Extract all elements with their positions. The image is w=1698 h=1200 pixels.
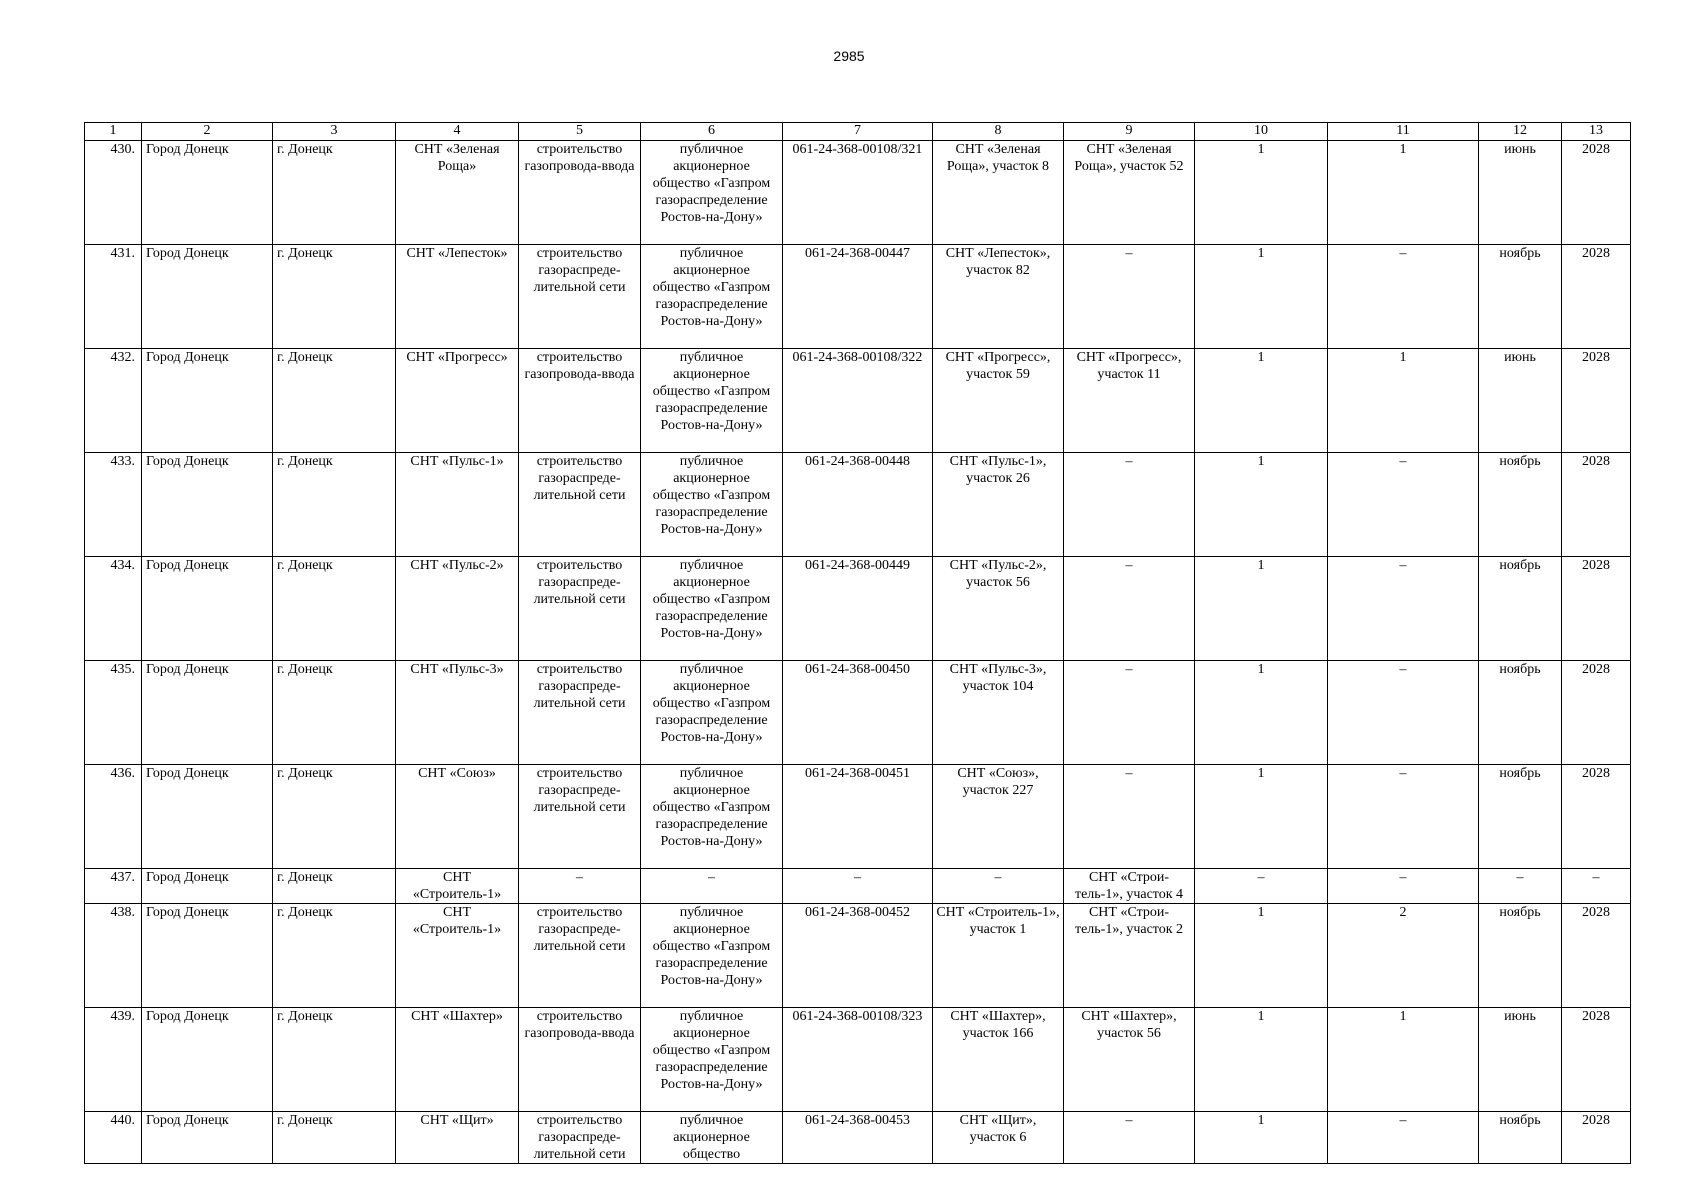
snt-cell: СНТ «Шахтер» [396, 1008, 519, 1112]
organization-cell: публичное акционерное общество «Газпром газораспределение Ростов-на-Дону» [641, 557, 783, 661]
work-type-cell: строительство газораспреде-лительной сети [519, 557, 641, 661]
plot-alt-cell: СНТ «Шахтер», участок 56 [1064, 1008, 1195, 1112]
row-number-cell: 434. [85, 557, 142, 661]
plot-cell: СНТ «Строитель-1», участок 1 [933, 904, 1064, 1008]
year-cell: 2028 [1562, 904, 1631, 1008]
column-header: 5 [519, 123, 641, 141]
count-alt-cell: – [1328, 661, 1479, 765]
month-cell: ноябрь [1479, 1112, 1562, 1164]
table-row [85, 904, 1631, 1008]
count-cell: 1 [1195, 557, 1328, 661]
column-header: 7 [783, 123, 933, 141]
settlement-cell: г. Донецк [273, 869, 396, 904]
count-alt-cell: – [1328, 245, 1479, 349]
snt-cell: СНТ «Строитель-1» [396, 869, 519, 904]
code-cell: 061-24-368-00451 [783, 765, 933, 869]
settlement-cell: г. Донецк [273, 661, 396, 765]
count-cell: 1 [1195, 245, 1328, 349]
work-type-cell: строительство газопровода-ввода [519, 349, 641, 453]
code-cell: 061-24-368-00108/321 [783, 141, 933, 245]
plot-cell: СНТ «Прогресс», участок 59 [933, 349, 1064, 453]
table-row [85, 765, 1631, 869]
year-cell: 2028 [1562, 1112, 1631, 1164]
plot-cell: СНТ «Пульс-3», участок 104 [933, 661, 1064, 765]
municipality-cell: Город Донецк [142, 1008, 273, 1112]
settlement-cell: г. Донецк [273, 349, 396, 453]
work-type-cell: строительство газопровода-ввода [519, 1008, 641, 1112]
organization-cell: публичное акционерное общество «Газпром газораспределение Ростов-на-Дону» [641, 661, 783, 765]
work-type-cell: строительство газораспреде-лительной сети [519, 245, 641, 349]
plot-cell: СНТ «Пульс-1», участок 26 [933, 453, 1064, 557]
code-cell: 061-24-368-00450 [783, 661, 933, 765]
column-header: 8 [933, 123, 1064, 141]
count-cell: 1 [1195, 765, 1328, 869]
code-cell: 061-24-368-00108/323 [783, 1008, 933, 1112]
organization-cell: публичное акционерное общество «Газпром газораспределение Ростов-на-Дону» [641, 765, 783, 869]
table-row [85, 869, 1631, 904]
table-row [85, 1008, 1631, 1112]
table-row [85, 349, 1631, 453]
count-alt-cell: – [1328, 453, 1479, 557]
year-cell: 2028 [1562, 349, 1631, 453]
table-row [85, 245, 1631, 349]
plot-alt-cell: – [1064, 557, 1195, 661]
organization-cell: публичное акционерное общество «Газпром газораспределение Ростов-на-Дону» [641, 245, 783, 349]
row-number-cell: 433. [85, 453, 142, 557]
municipality-cell: Город Донецк [142, 904, 273, 1008]
snt-cell: СНТ «Лепесток» [396, 245, 519, 349]
column-header: 2 [142, 123, 273, 141]
snt-cell: СНТ «Пульс-2» [396, 557, 519, 661]
settlement-cell: г. Донецк [273, 765, 396, 869]
count-alt-cell: – [1328, 1112, 1479, 1164]
row-number-cell: 437. [85, 869, 142, 904]
count-cell: 1 [1195, 453, 1328, 557]
count-alt-cell: – [1328, 869, 1479, 904]
plot-alt-cell: – [1064, 245, 1195, 349]
snt-cell: СНТ «Пульс-1» [396, 453, 519, 557]
count-cell: 1 [1195, 349, 1328, 453]
table-row [85, 557, 1631, 661]
snt-cell: СНТ «Пульс-3» [396, 661, 519, 765]
code-cell: 061-24-368-00453 [783, 1112, 933, 1164]
settlement-cell: г. Донецк [273, 557, 396, 661]
table-row [85, 1112, 1631, 1164]
organization-cell: публичное акционерное общество [641, 1112, 783, 1164]
count-alt-cell: 1 [1328, 141, 1479, 245]
municipality-cell: Город Донецк [142, 661, 273, 765]
count-cell: 1 [1195, 1008, 1328, 1112]
month-cell: – [1479, 869, 1562, 904]
month-cell: ноябрь [1479, 453, 1562, 557]
month-cell: ноябрь [1479, 661, 1562, 765]
row-number-cell: 440. [85, 1112, 142, 1164]
plot-cell: СНТ «Шахтер», участок 166 [933, 1008, 1064, 1112]
row-number-cell: 438. [85, 904, 142, 1008]
municipality-cell: Город Донецк [142, 141, 273, 245]
column-header: 1 [85, 123, 142, 141]
table-row [85, 661, 1631, 765]
column-header: 11 [1328, 123, 1479, 141]
year-cell: 2028 [1562, 765, 1631, 869]
plot-alt-cell: – [1064, 765, 1195, 869]
count-alt-cell: 1 [1328, 349, 1479, 453]
count-alt-cell: 2 [1328, 904, 1479, 1008]
plot-cell: – [933, 869, 1064, 904]
table-row [85, 453, 1631, 557]
month-cell: ноябрь [1479, 557, 1562, 661]
plot-alt-cell: – [1064, 1112, 1195, 1164]
year-cell: 2028 [1562, 1008, 1631, 1112]
month-cell: ноябрь [1479, 765, 1562, 869]
code-cell: 061-24-368-00449 [783, 557, 933, 661]
column-header: 10 [1195, 123, 1328, 141]
column-header: 6 [641, 123, 783, 141]
plot-alt-cell: СНТ «Строи-тель-1», участок 4 [1064, 869, 1195, 904]
column-header: 13 [1562, 123, 1631, 141]
snt-cell: СНТ «Строитель-1» [396, 904, 519, 1008]
row-number-cell: 435. [85, 661, 142, 765]
count-alt-cell: 1 [1328, 1008, 1479, 1112]
month-cell: июнь [1479, 349, 1562, 453]
month-cell: июнь [1479, 1008, 1562, 1112]
plot-alt-cell: СНТ «Зеленая Роща», участок 52 [1064, 141, 1195, 245]
plot-alt-cell: – [1064, 661, 1195, 765]
month-cell: июнь [1479, 141, 1562, 245]
code-cell: 061-24-368-00452 [783, 904, 933, 1008]
organization-cell: публичное акционерное общество «Газпром газораспределение Ростов-на-Дону» [641, 141, 783, 245]
column-header: 4 [396, 123, 519, 141]
work-type-cell: строительство газораспреде-лительной сети [519, 904, 641, 1008]
page-number: 2985 [833, 48, 865, 64]
settlement-cell: г. Донецк [273, 245, 396, 349]
count-cell: 1 [1195, 1112, 1328, 1164]
plot-cell: СНТ «Союз», участок 227 [933, 765, 1064, 869]
code-cell: 061-24-368-00108/322 [783, 349, 933, 453]
year-cell: 2028 [1562, 557, 1631, 661]
settlement-cell: г. Донецк [273, 904, 396, 1008]
organization-cell: публичное акционерное общество «Газпром газораспределение Ростов-на-Дону» [641, 904, 783, 1008]
plot-alt-cell: СНТ «Прогресс», участок 11 [1064, 349, 1195, 453]
municipality-cell: Город Донецк [142, 1112, 273, 1164]
snt-cell: СНТ «Щит» [396, 1112, 519, 1164]
plot-alt-cell: СНТ «Строи-тель-1», участок 2 [1064, 904, 1195, 1008]
plot-alt-cell: – [1064, 453, 1195, 557]
municipality-cell: Город Донецк [142, 349, 273, 453]
settlement-cell: г. Донецк [273, 1112, 396, 1164]
count-cell: – [1195, 869, 1328, 904]
municipality-cell: Город Донецк [142, 557, 273, 661]
plot-cell: СНТ «Пульс-2», участок 56 [933, 557, 1064, 661]
municipality-cell: Город Донецк [142, 869, 273, 904]
row-number-cell: 432. [85, 349, 142, 453]
data-table [84, 122, 1631, 1164]
row-number-cell: 439. [85, 1008, 142, 1112]
table-row [85, 141, 1631, 245]
code-cell: 061-24-368-00448 [783, 453, 933, 557]
count-cell: 1 [1195, 661, 1328, 765]
municipality-cell: Город Донецк [142, 765, 273, 869]
year-cell: – [1562, 869, 1631, 904]
snt-cell: СНТ «Зеленая Роща» [396, 141, 519, 245]
column-header: 9 [1064, 123, 1195, 141]
organization-cell: публичное акционерное общество «Газпром газораспределение Ростов-на-Дону» [641, 349, 783, 453]
month-cell: ноябрь [1479, 904, 1562, 1008]
header-row [85, 123, 1631, 141]
municipality-cell: Город Донецк [142, 453, 273, 557]
year-cell: 2028 [1562, 661, 1631, 765]
organization-cell: публичное акционерное общество «Газпром газораспределение Ростов-на-Дону» [641, 1008, 783, 1112]
count-cell: 1 [1195, 141, 1328, 245]
count-alt-cell: – [1328, 765, 1479, 869]
work-type-cell: – [519, 869, 641, 904]
plot-cell: СНТ «Щит», участок 6 [933, 1112, 1064, 1164]
work-type-cell: строительство газопровода-ввода [519, 141, 641, 245]
year-cell: 2028 [1562, 245, 1631, 349]
column-header: 3 [273, 123, 396, 141]
code-cell: 061-24-368-00447 [783, 245, 933, 349]
code-cell: – [783, 869, 933, 904]
count-alt-cell: – [1328, 557, 1479, 661]
settlement-cell: г. Донецк [273, 141, 396, 245]
snt-cell: СНТ «Союз» [396, 765, 519, 869]
plot-cell: СНТ «Лепесток», участок 82 [933, 245, 1064, 349]
work-type-cell: строительство газораспреде-лительной сети [519, 765, 641, 869]
column-header: 12 [1479, 123, 1562, 141]
month-cell: ноябрь [1479, 245, 1562, 349]
plot-cell: СНТ «Зеленая Роща», участок 8 [933, 141, 1064, 245]
count-cell: 1 [1195, 904, 1328, 1008]
work-type-cell: строительство газораспреде-лительной сети [519, 661, 641, 765]
settlement-cell: г. Донецк [273, 453, 396, 557]
year-cell: 2028 [1562, 141, 1631, 245]
settlement-cell: г. Донецк [273, 1008, 396, 1112]
organization-cell: – [641, 869, 783, 904]
municipality-cell: Город Донецк [142, 245, 273, 349]
work-type-cell: строительство газораспреде-лительной сети [519, 453, 641, 557]
row-number-cell: 430. [85, 141, 142, 245]
snt-cell: СНТ «Прогресс» [396, 349, 519, 453]
work-type-cell: строительство газораспреде-лительной сети [519, 1112, 641, 1164]
year-cell: 2028 [1562, 453, 1631, 557]
row-number-cell: 436. [85, 765, 142, 869]
row-number-cell: 431. [85, 245, 142, 349]
organization-cell: публичное акционерное общество «Газпром газораспределение Ростов-на-Дону» [641, 453, 783, 557]
